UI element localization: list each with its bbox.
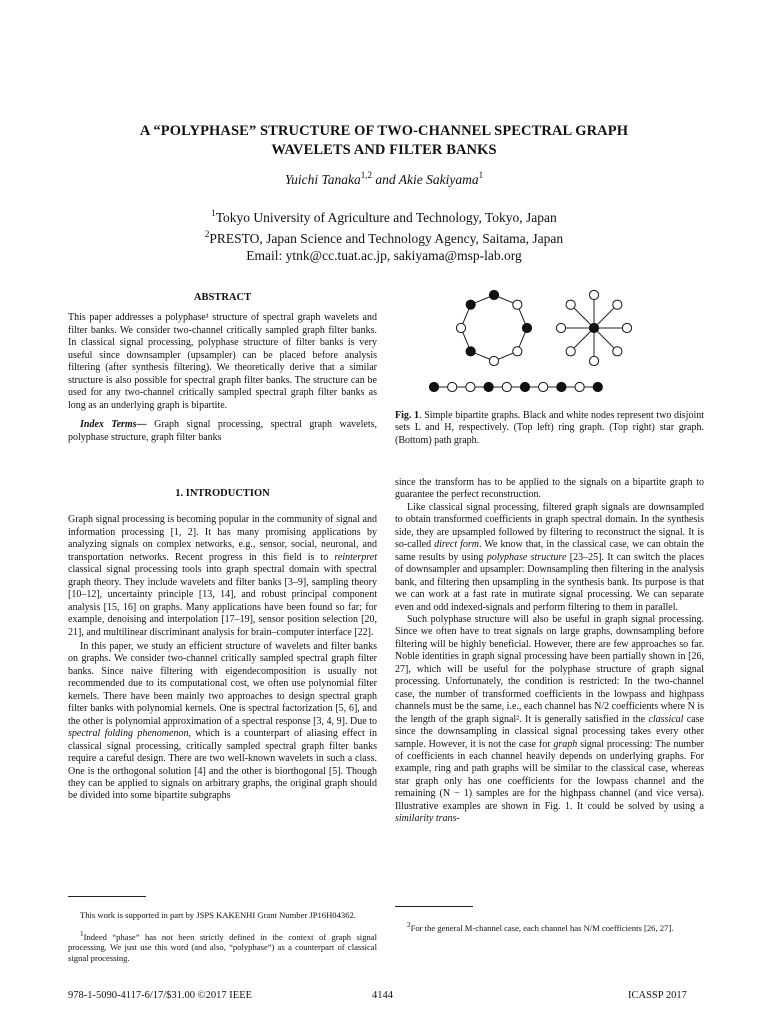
figure-1-graphs <box>390 282 710 402</box>
star-graph <box>556 290 631 365</box>
abstract-section <box>68 292 377 444</box>
right-p2-a: Such polyphase structure will also be useful in graph signal processing. Since we often have to treat signals on large graphs, downsampling before filtering will be highly beneficial. However, there are few approaches so far. Noble identities in graph signal processing have been partially shown in [26, 27], which will be useful for the polyphase structure of graph signal processing. Unfortunately, the condition is restricted: In the two-channel case, the number of transformed coefficients in the lowpass and highpass channels must be the same, i.e., each channel has N/2 coefficients where N is the length of the graph signal². It is generally satisfied in the <box>395 613 704 725</box>
index-terms-text: Graph signal processing, spectral graph wavelets, polyphase structure, graph filter banks <box>68 419 377 443</box>
graph-node-white <box>566 347 575 356</box>
graph-node-white <box>622 323 631 332</box>
right-p2-em3: similarity trans- <box>395 813 460 825</box>
ring-graph <box>456 290 531 365</box>
affil-1-text: Tokyo University of Agriculture and Technology, Tokyo, Japan <box>215 210 557 225</box>
graph-node-black <box>522 323 531 332</box>
footnote-2-mark: 2 <box>407 920 411 929</box>
affiliations <box>0 205 768 264</box>
footnote-rule-left <box>68 896 146 897</box>
graph-node-white <box>502 382 511 391</box>
graph-node-black <box>429 382 438 391</box>
title-line-2: WAVELETS AND FILTER BANKS <box>271 142 497 158</box>
index-terms <box>68 419 377 444</box>
right-p2-b: case since the downsampling in classical signal processing takes every other sample. However, it is not the case for <box>395 713 704 750</box>
graph-node-white <box>466 382 475 391</box>
affiliation-1 <box>0 205 768 226</box>
intro-p1-a: Graph signal processing is becoming popular in the community of signal and information processing [1, 2]. It has many promising applications by analyzing signals on complex networks, e.g., sensor, social, neuronal, and transportation networks. Recent progress in this field is to <box>68 514 377 563</box>
right-p2-em1: classical <box>648 713 684 725</box>
footnote-1-mark: 1 <box>80 929 84 938</box>
right-p2-c: signal processing: The number of coefficients in each channel heavily depends on underlying graphs. For example, ring and path graphs will be similar to the classical case, whereas star graph only has one coefficients for the lowpass channel and the remaining (N − 1) samples are for the highpass channel (and vice versa). Illustrative examples are shown in Fig. 1. It could be solved by using a <box>395 738 704 812</box>
graph-node-white <box>575 382 584 391</box>
graph-node-white <box>613 300 622 309</box>
graph-node-white <box>456 323 465 332</box>
graph-node-white <box>489 356 498 365</box>
affil-1-mark: 1 <box>211 208 216 218</box>
right-p1-em1: direct form <box>434 539 480 551</box>
right-p1-a: Like classical signal processing, filtered graph signals are downsampled to obtain transformed coefficients in graph spectral domain. In the synthesis side, they are upsampled followed by filtering to reconstruct the signal. It is so-called <box>395 501 704 551</box>
right-paragraph-1 <box>395 502 704 614</box>
index-terms-label: Index Terms— <box>80 419 147 431</box>
graph-node-black <box>557 382 566 391</box>
intro-p1-b: classical signal processing tools into graph spectral domain with spectral graph theory. They include wavelets and filter banks [3–9], sampling theory [10–12], uncertainty principle [13, 14], and robust principal component analysis [15, 16] on graphs. Many applications have been found so far; for example, denoising and interpolation [17–19], sensor position selection [20, 21], and multilinear discriminant analysis for brain–computer interface [22]. <box>68 564 377 638</box>
graph-node-white <box>566 300 575 309</box>
intro-paragraph-2 <box>68 641 377 803</box>
right-column-text <box>395 477 704 826</box>
abstract-heading: ABSTRACT <box>193 292 252 303</box>
intro-paragraph-1 <box>68 514 377 639</box>
right-p1-em2: polyphase structure <box>486 551 567 563</box>
support-footnote: This work is supported in part by JSPS KAKENHI Grant Number JP16H04362. <box>80 909 356 920</box>
footnote-1-text: Indeed “phase” has not been strictly defined in the context of graph signal processing. We just use this word (and also, “polyphase”) as a counterpart of classical signal processing. <box>68 931 377 963</box>
graph-node-black <box>466 347 475 356</box>
intro-heading: 1. INTRODUCTION <box>175 488 270 499</box>
graph-node-black <box>466 300 475 309</box>
graph-node-black <box>589 323 598 332</box>
graph-node-black <box>484 382 493 391</box>
graph-node-black <box>593 382 602 391</box>
graph-node-white <box>539 382 548 391</box>
author-2-affil-mark: 1 <box>478 170 484 180</box>
footnote-2 <box>395 911 704 942</box>
figure-caption-text: . Simple bipartite graphs. Black and white nodes represent two disjoint sets L and H, respectively. (Top left) ring graph. (Top right) star graph. (Bottom) path graph. <box>395 410 705 446</box>
right-p2-em2: graph <box>553 738 578 750</box>
footnote-1 <box>68 929 377 964</box>
figure-1-caption <box>395 410 704 447</box>
footer-page-number: 4144 <box>372 990 393 1001</box>
right-p1-b: . We know that, in the classical case, we can obtain the same results by using <box>395 539 704 563</box>
title-line-1: A “POLYPHASE” STRUCTURE OF TWO-CHANNEL SPECTRAL GRAPH <box>139 123 629 139</box>
right-paragraph-0: since the transform has to be applied to the signals on a bipartite graph to guarantee the perfect reconstruction. <box>395 477 704 501</box>
right-paragraph-2 <box>395 614 704 826</box>
right-p1-c: [23–25]. It can switch the places of downsampler and upsampler: Downsampling then filtering in the analysis bank, and filtering then upsampling in the synthesis bank. Its purpose is that we can work at a fast rate in mutirate signal processing. We can separate even and odd indexed-signals and perform filtering to them in parallel. <box>395 551 704 613</box>
figure-label: Fig. 1 <box>395 410 420 421</box>
graph-node-white <box>448 382 457 391</box>
path-graph <box>429 382 602 391</box>
graph-node-white <box>513 300 522 309</box>
affil-2-text: PRESTO, Japan Science and Technology Agency, Saitama, Japan <box>209 231 564 246</box>
author-1: Yuichi Tanaka <box>284 172 361 187</box>
graph-node-black <box>489 290 498 299</box>
author-1-affil-mark: 1,2 <box>360 170 373 180</box>
introduction-section <box>68 488 377 803</box>
intro-p2-a: In this paper, we study an efficient structure of wavelets and filter banks on graphs. We consider two-channel critically sampled spectral graph filter banks. Since naive filtering with eigendecomposition is usually not recommended due to its computational cost, we often use polynomial filter kernels. There have been mainly two approaches to design spectral graph filter banks with polynomial kernels. One is spectral factorization [5, 6], and the other is polynomial approximation of a spectral response [3, 4, 9]. Due to <box>68 640 377 727</box>
graph-node-white <box>589 290 598 299</box>
graph-node-white <box>613 347 622 356</box>
graph-node-white <box>589 356 598 365</box>
intro-p2-em: spectral folding phenomenon <box>68 728 189 740</box>
graph-node-black <box>520 382 529 391</box>
email-line: Email: ytnk@cc.tuat.ac.jp, sakiyama@msp-lab.org <box>246 248 522 263</box>
graph-node-white <box>556 323 565 332</box>
abstract-text: This paper addresses a polyphase¹ structure of spectral graph wavelets and filter banks. We consider two-channel critically sampled graph filter banks. In classical signal processing, polyphase structure of filter banks is very useful since downsampler (upsampler) can be placed before analysis filtering (after synthesis filtering). We theoretically derive that a similar structure is also possible for spectral graph filter banks. The structure can be used for any two-channel critically sampled spectral graph filter banks as long as an underlying graph is bipartite. <box>68 312 377 411</box>
authors <box>0 170 768 188</box>
footer-venue: ICASSP 2017 <box>628 990 687 1001</box>
intro-p1-em: reinterpret <box>334 551 377 563</box>
paper-title <box>0 122 768 160</box>
intro-p2-b: , which is a counterpart of aliasing effect in classical signal processing, critically sampled spectral graph filter banks require a careful design. There are two well-known wavelets in such a class. One is the orthogonal solution [4] and the other is biorthogonal [5]. Though they can be applied to signals on arbitrary graphs, the original graph should be divided into some bipartite subgraphs <box>68 728 377 802</box>
author-2: and Akie Sakiyama <box>372 172 479 187</box>
graph-node-white <box>513 347 522 356</box>
footer-isbn: 978-1-5090-4117-6/17/$31.00 ©2017 IEEE <box>68 990 253 1001</box>
affil-2-mark: 2 <box>204 229 210 239</box>
footnote-rule-right <box>395 906 473 907</box>
footnote-2-text: For the general M-channel case, each channel has N/M coefficients [26, 27]. <box>410 922 674 933</box>
affiliation-2 <box>0 226 768 247</box>
footnotes-left <box>68 901 377 972</box>
